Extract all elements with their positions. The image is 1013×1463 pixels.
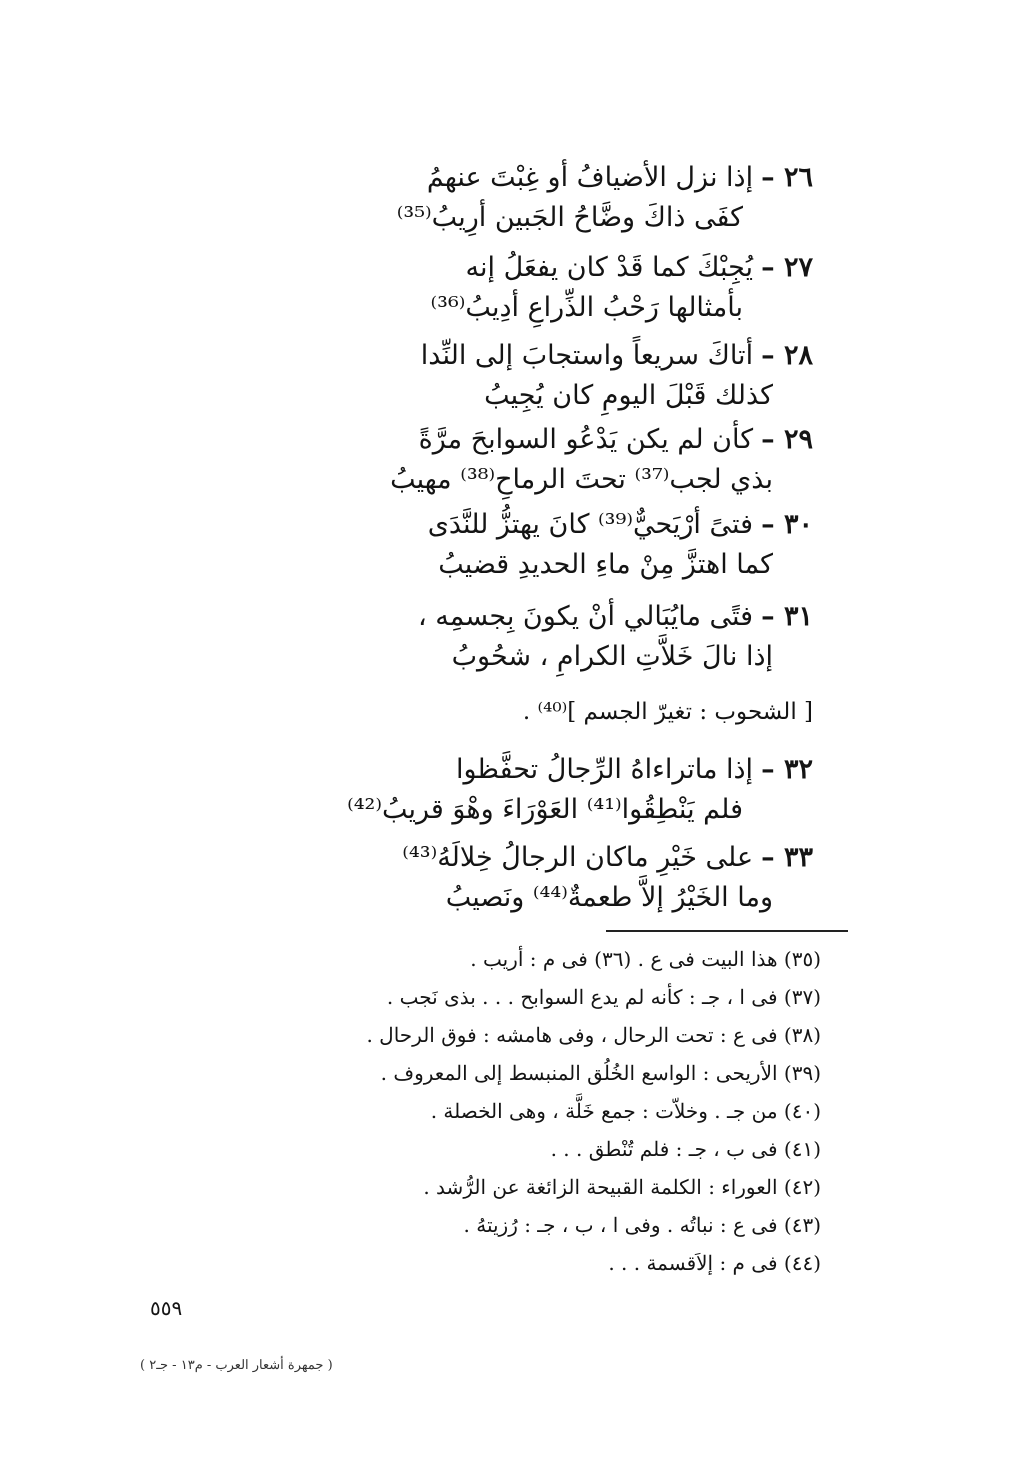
verse-text: كأن لم يكن يَدْعُو السوابحَ مرَّةً	[418, 424, 754, 455]
verse-hemistich-1	[133, 505, 813, 545]
verse-hemistich-1	[133, 336, 813, 376]
verse-text: إذا نزل الأضيافُ أو غِبْتَ عنهمُ	[426, 162, 754, 193]
verse-hemistich-1	[133, 248, 813, 288]
footnote-divider	[606, 930, 848, 932]
verse-hemistich-2: بذي لجب⁽³⁷⁾ تحتَ الرماحِ⁽³⁸⁾ مهيبُ	[390, 464, 773, 495]
verse-number: ٣٠ –	[761, 509, 813, 540]
verse-number: ٢٧ –	[761, 252, 813, 283]
verse-number: ٣٢ –	[761, 754, 813, 785]
footnote: (٤٠) من جـ . وخلاّت : جمع خَلَّة ، وهى الخصلة .	[430, 1099, 821, 1123]
verse-hemistich-2: كذلك قَبْلَ اليومِ كان يُجِيبُ	[484, 380, 773, 411]
verse-27	[133, 248, 813, 328]
verse-number: ٣٣ –	[761, 842, 813, 873]
verse-29	[133, 420, 813, 500]
verse-hemistich-2: كما اهتزَّ مِنْ ماءِ الحديدِ قضيبُ	[438, 549, 773, 580]
verse-33	[133, 838, 813, 918]
footnote: (٤١) فى ب ، جـ : فلم تُنْطق . . .	[550, 1137, 821, 1161]
verse-number: ٢٦ –	[761, 162, 813, 193]
footnote: (٣٨) فى ع : تحت الرحال ، وفى هامشه : فوق الرحال .	[366, 1023, 821, 1047]
verse-number: ٢٨ –	[761, 340, 813, 371]
verse-number: ٣١ –	[761, 601, 813, 632]
verse-text: فتىً أرْيَحيٌّ⁽³⁹⁾ كانَ يهتزُّ للنَّدَى	[427, 509, 754, 540]
verse-hemistich-2: بأمثالها رَحْبُ الذِّراعِ أدِيبُ⁽³⁶⁾	[430, 292, 743, 323]
verse-hemistich-2: إذا نالَ خَلاَّتِ الكرامِ ، شحُوبُ	[451, 641, 773, 672]
verse-text: أتاكَ سريعاً واستجابَ إلى النِّدا	[420, 340, 754, 371]
footnote: (٣٩) الأريحى : الواسع الخُلُق المنبسط إلى المعروف .	[380, 1061, 821, 1085]
page-footer: ( جمهرة أشعار العرب - م١٣ - جـ٢ )	[140, 1358, 333, 1373]
verse-32	[133, 750, 813, 830]
verse-text: فتًى مايُبَالي أنْ يكونَ بِجسمِه ،	[417, 601, 754, 632]
footnote: (٤٣) فى ع : نباتُه . وفى ا ، ب ، جـ : رُزيتهُ .	[463, 1213, 821, 1237]
verse-text: على خَيْرِ ماكان الرجالُ خِلالَهُ⁽⁴³⁾	[402, 842, 754, 873]
verse-hemistich-1	[133, 158, 813, 198]
verse-hemistich-2: وما الخَيْرُ إلاَّ طعمةٌ⁽⁴⁴⁾ ونَصيبُ	[445, 882, 773, 913]
verse-text: إذا ماتراءاهُ الرِّجالُ تحفَّظوا	[455, 754, 754, 785]
verse-number: ٢٩ –	[761, 424, 813, 455]
verse-text: يُجِبْكَ كما قَدْ كان يفعَلُ إنه	[465, 252, 754, 283]
footnote: (٣٥) هذا البيت فى ع . (٣٦) فى م : أريب .	[470, 947, 821, 971]
verse-28	[133, 336, 813, 416]
verse-hemistich-2: كفَى ذاكَ وضَّاحُ الجَبين أرِيبُ⁽³⁵⁾	[396, 202, 743, 233]
verse-30	[133, 505, 813, 585]
verse-31	[133, 597, 813, 677]
verse-26	[133, 158, 813, 238]
verse-hemistich-2: فلم يَنْطِقُوا⁽⁴¹⁾ العَوْرَاءَ وهْوَ قريبُ⁽⁴²⁾	[347, 794, 743, 825]
footnotes	[141, 940, 821, 1282]
verse-hemistich-1	[133, 838, 813, 878]
page-number: ٥٥٩	[150, 1296, 183, 1320]
footnote: (٤٢) العوراء : الكلمة القبيحة الزائغة عن الرُّشد .	[423, 1175, 821, 1199]
verse-hemistich-1	[133, 597, 813, 637]
inline-note: [ الشحوب : تغيرّ الجسم ]⁽⁴⁰⁾ .	[522, 699, 813, 725]
verse-hemistich-1	[133, 420, 813, 460]
footnote: (٤٤) فى م : إلاَقسمة . . .	[608, 1251, 821, 1275]
footnote: (٣٧) فى ا ، جـ : كأنه لم يدع السوابح . . . بذى نَجب .	[386, 985, 821, 1009]
verse-hemistich-1	[133, 750, 813, 790]
